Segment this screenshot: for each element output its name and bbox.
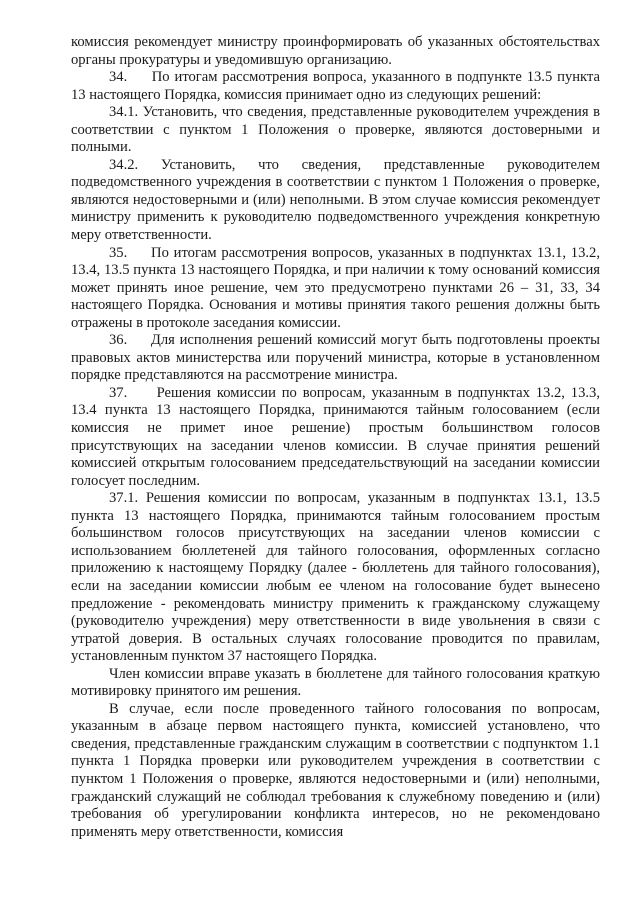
paragraph-36: 36. Для исполнения решений комиссий могут быть подготовлены проекты правовых актов министерства или поручений министра, которые в установленном порядке представляются на рассмотрение министра. [71, 332, 604, 384]
paragraph-37-1: 37.1. Решения комиссии по вопросам, указанным в подпунктах 13.1, 13.5 пункта 13 настоящего Порядка, принимаются тайным голосованием простым большинством голосов присутствующих на заседании членов комиссии с использованием бюллетеней для тайного голосования, оформленных согласно приложению к настоящему Порядку (далее - бюллетень для тайного голосования), если на заседании комиссии любым ее членом на голосование будет вынесено предложение - рекомендовать министру применить к гражданскому служащему (руководителю учреждения) меру ответственности в виде увольнения в связи с утратой доверия. В остальных случаях голосование проводится по правилам, установленным пунктом 37 настоящего Порядка. [71, 490, 600, 665]
paragraph-34-1: 34.1. Установить, что сведения, представленные руководителем учреждения в соответствии с пунктом 1 Положения о проверке, являются достоверными и полными. [71, 104, 600, 156]
paragraph-member-note: Член комиссии вправе указать в бюллетене для тайного голосования краткую мотивировку принятого им решения. [71, 665, 600, 700]
paragraph-37: 37. Решения комиссии по вопросам, указанным в подпунктах 13.2, 13.3, 13.4 пункта 13 настоящего Порядка, принимаются тайным голосованием (если комиссия не примет иное решение) простым большинством голосов присутствующих на заседании членов комиссии. В случае принятия решений комиссией открытым голосованием председательствующий на заседании комиссии голосует последним. [71, 384, 604, 489]
paragraph-34-2: 34.2. Установить, что сведения, представленные руководителем подведомственного учреждения в соответствии с пунктом 1 Положения о проверке, являются недостоверными и (или) неполными. В этом случае комиссия рекомендует министру применить к руководителю подведомственного учреждения конкретную меру ответственности. [71, 156, 600, 244]
paragraph-35: 35. По итогам рассмотрения вопросов, указанных в подпунктах 13.1, 13.2, 13.4, 13.5 пункта 13 настоящего Порядка, и при наличии к тому оснований комиссия может принять иное решение, чем это предусмотрено пунктами 26 – 31, 33, 34 настоящего Порядка. Основания и мотивы принятия такого решения должны быть отражены в протоколе заседания комиссии. [71, 244, 604, 331]
paragraph-secret-vote: В случае, если после проведенного тайного голосования по вопросам, указанным в абзаце первом настоящего пункта, комиссией установлено, что сведения, представленные гражданским служащим в соответствии с подпунктом 1.1 пункта 1 Порядка проверки или руководителем учреждения в соответствии с пунктом 1 Положения о проверке, являются недостоверными и (или) неполными, гражданский служащий не соблюдал требования к служебному поведению и (или) требования об урегулировании конфликта интересов, но не рекомендовано применять меру ответственности, комиссия [71, 700, 600, 840]
paragraph-continuation: комиссия рекомендует министру проинформировать об указанных обстоятельствах органы прокуратуры и уведомившую организацию. [71, 34, 600, 68]
paragraph-34: 34. По итогам рассмотрения вопроса, указанного в подпункте 13.5 пункта 13 настоящего Порядка, комиссия принимает одно из следующих решений: [71, 69, 604, 103]
